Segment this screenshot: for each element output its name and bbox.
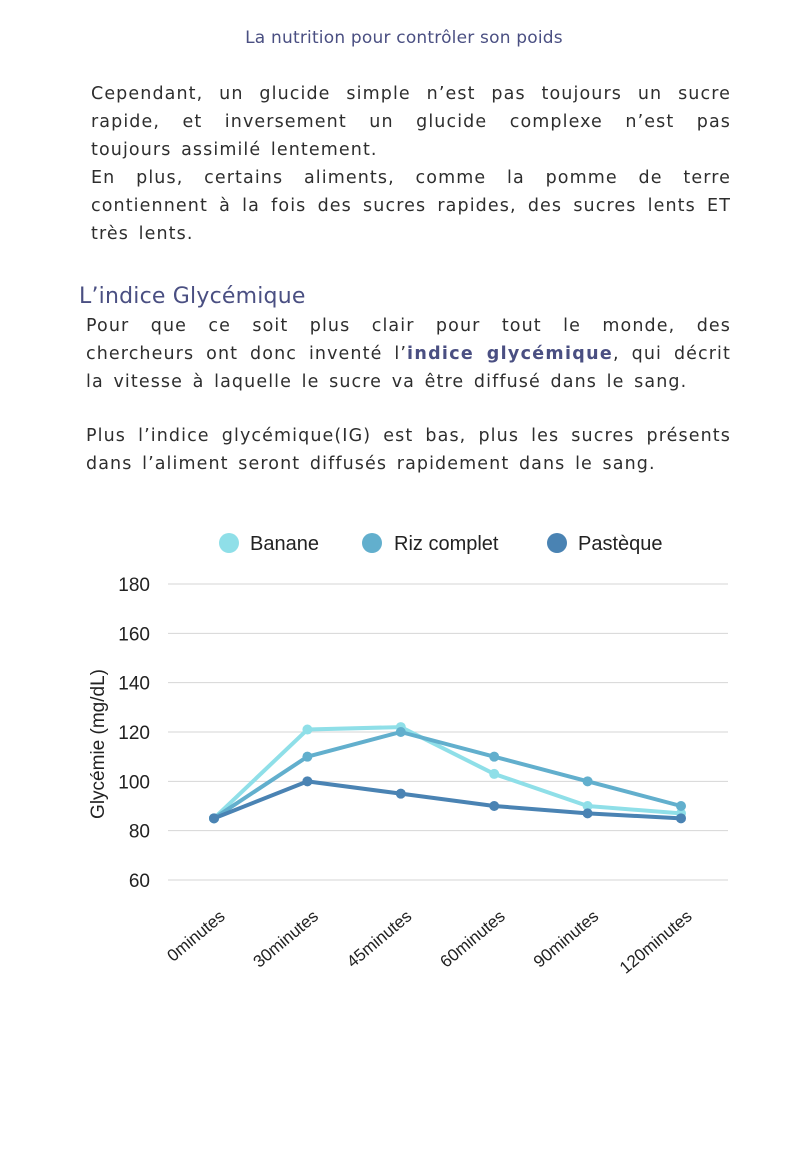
y-axis-ticks xyxy=(118,575,150,892)
y-tick-label: 180 xyxy=(118,575,150,596)
data-point xyxy=(396,789,406,799)
legend-label: Riz complet xyxy=(394,533,499,555)
chart-series xyxy=(209,722,686,823)
definition-text-end: , qui décrit la vitesse à laquelle le sucre va être diffusé dans le sang. xyxy=(86,344,731,392)
x-tick-label: 90minutes xyxy=(529,906,603,972)
x-tick-label: 30minutes xyxy=(249,906,322,972)
x-tick-label: 120minutes xyxy=(616,906,696,978)
legend-label: Banane xyxy=(250,533,319,555)
series-line xyxy=(214,732,681,818)
data-point xyxy=(302,725,312,735)
paragraph-definition xyxy=(79,312,731,396)
x-tick-label: 60minutes xyxy=(436,906,509,972)
y-tick-label: 80 xyxy=(128,821,150,843)
data-point xyxy=(209,813,219,823)
data-point xyxy=(396,727,406,737)
legend-label: Pastèque xyxy=(578,533,663,555)
data-point xyxy=(302,752,312,762)
x-tick-label: 45minutes xyxy=(343,906,416,972)
data-point xyxy=(583,808,593,818)
y-tick-label: 60 xyxy=(128,871,150,892)
data-point xyxy=(676,801,686,811)
data-point xyxy=(489,752,499,762)
chart-legend xyxy=(219,533,663,555)
y-tick-label: 160 xyxy=(118,624,150,646)
x-tick-label: 0minutes xyxy=(163,906,229,966)
x-axis-ticks xyxy=(164,907,696,978)
paragraph-glucides: Cependant, un glucide simple n’est pas toujours un sucre rapide, et inversement un glucide complexe n’est pas toujours assimilé lentement. xyxy=(91,84,731,160)
data-point xyxy=(489,801,499,811)
glycemia-chart xyxy=(0,500,808,1020)
y-tick-label: 140 xyxy=(118,673,150,695)
legend-swatch xyxy=(547,533,567,553)
data-point xyxy=(676,813,686,823)
definition-text-start: Pour que ce soit plus clair pour tout le monde, des chercheurs ont donc inventé l’ xyxy=(86,316,731,364)
page-content xyxy=(79,80,731,478)
data-point xyxy=(489,769,499,779)
highlight-term: indice glycémique xyxy=(407,344,614,364)
paragraph-pomme-de-terre: En plus, certains aliments, comme la pomme de terre contiennent à la fois des sucres rapides, des sucres lents ET très lents. xyxy=(91,168,731,244)
running-header: La nutrition pour contrôler son poids xyxy=(245,28,563,48)
data-point xyxy=(583,776,593,786)
paragraph-ig: Plus l’indice glycémique(IG) est bas, plus les sucres présents dans l’aliment seront diffusés rapidement dans le sang. xyxy=(86,426,731,474)
y-tick-label: 100 xyxy=(118,772,150,794)
chart-grid xyxy=(168,584,728,880)
legend-swatch xyxy=(362,533,382,553)
y-axis-label: Glycémie (mg/dL) xyxy=(88,669,109,819)
legend-swatch xyxy=(219,533,239,553)
y-tick-label: 120 xyxy=(118,723,150,744)
data-point xyxy=(302,776,312,786)
section-title: L’indice Glycémique xyxy=(79,284,306,309)
